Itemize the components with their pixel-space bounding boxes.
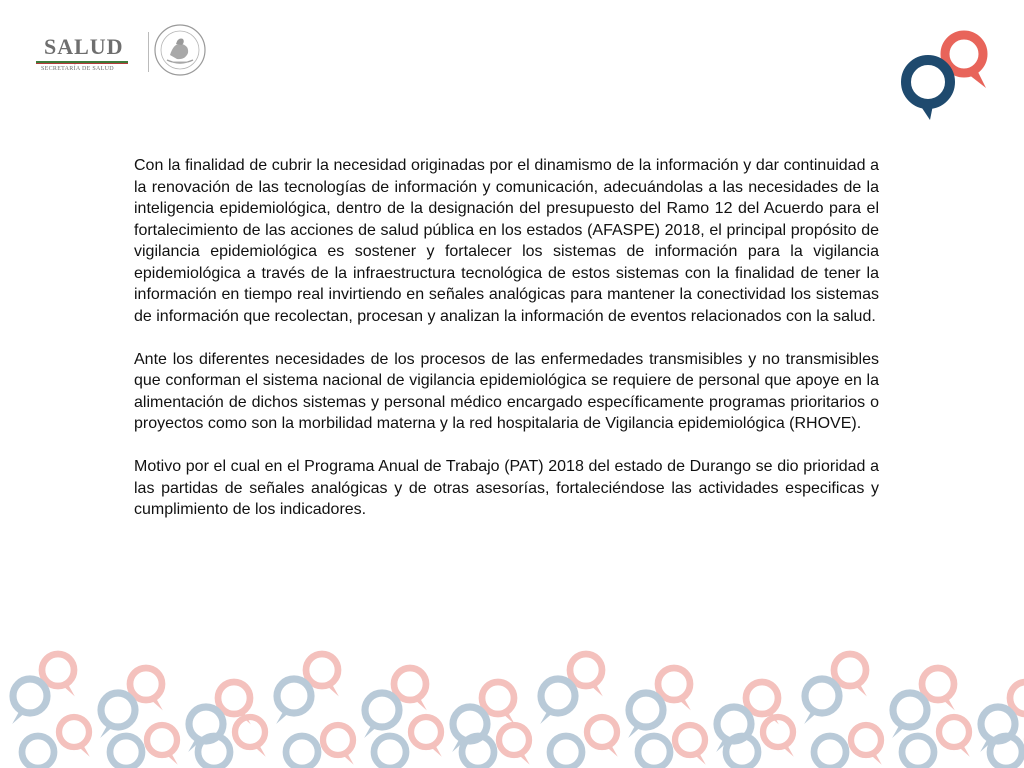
pattern-blue-ring [892,693,927,738]
pattern-blue-ring [452,707,487,752]
body-paragraph-2: Ante los diferentes necesidades de los procesos de las enfermedades transmisibles y no transmisibles que conforman el sistema nacional de vigilancia epidemiológica se requiere de personal que apoye en la alimentación de dichos sistemas y personal médico encargado específicamente programas prioritarios o proyectos como son la morbilidad materna y la red hospitalaria de Vigilancia epidemiológica (RHOVE). [134,350,879,432]
logo-divider [148,32,149,72]
pattern-blue-ring [980,707,1015,752]
pattern-pink-ring [675,725,706,765]
pattern-blue-ring [549,736,582,768]
pattern-pink-ring [499,725,530,765]
mexican-coat-of-arms-seal-icon [152,22,208,78]
salud-logo-subtitle: SECRETARÍA DE SALUD [41,66,114,72]
pattern-blue-ring [628,693,663,738]
body-paragraph-1: Con la finalidad de cubrir la necesidad originadas por el dinamismo de la información y dar continuidad a la renovación de las tecnologías de información y comunicación, adecuándolas a las necesidades de la inteligencia epidemiológica, dentro de la designación del presupuesto del Ramo 12 del Acuerdo para el fortalecimiento de las acciones de salud pública en los estados (AFASPE) 2018, el principal propósito de vigilancia epidemiológica es sostener y fortalecer los sistemas de información para la vigilancia epidemiológica a través de la infraestructura tecnológica de estos sistemas con la finalidad de tener la información en tiempo real invirtiendo en señales analógicas para mantener la conectividad los sistemas de información que recolectan, procesan y analizan la información de eventos relacionados con la salud. [134,157,879,325]
pattern-blue-ring [804,679,839,724]
pattern-blue-ring [188,707,223,752]
pattern-pink-ring [235,717,266,757]
decorative-speech-bubble-pattern-icon [0,628,1024,768]
pattern-blue-ring [364,693,399,738]
pattern-blue-ring [813,736,846,768]
pattern-pink-ring [147,725,178,765]
pattern-pink-ring [939,717,970,757]
pattern-pink-ring [851,725,882,765]
body-paragraph-3: Motivo por el cual en el Programa Anual de Trabajo (PAT) 2018 del estado de Durango se dio prioridad a las partidas de señales analógicas y de otras asesorías, fortaleciéndose las actividades especificas y cumplimiento de los indicadores. [134,458,879,518]
speech-bubble-rings-logo-icon [890,24,1002,124]
pattern-blue-ring [285,736,318,768]
salud-logo-title: SALUD [44,34,124,59]
pattern-pink-ring [763,717,794,757]
pattern-blue-ring [276,679,311,724]
pattern-blue-ring [373,736,406,768]
pattern-blue-ring [540,679,575,724]
pattern-pink-ring [411,717,442,757]
salud-logo-rule-accent [36,63,128,64]
pattern-blue-ring [901,736,934,768]
pattern-blue-ring [100,693,135,738]
pattern-blue-ring [109,736,142,768]
pattern-pink-ring [323,725,354,765]
body-text [134,155,879,542]
pattern-blue-ring [716,707,751,752]
pattern-blue-ring [637,736,670,768]
pattern-blue-ring [12,679,47,724]
pattern-pink-ring [587,717,618,757]
salud-logo [30,22,220,82]
pattern-blue-ring [21,736,54,768]
pattern-pink-ring [59,717,90,757]
